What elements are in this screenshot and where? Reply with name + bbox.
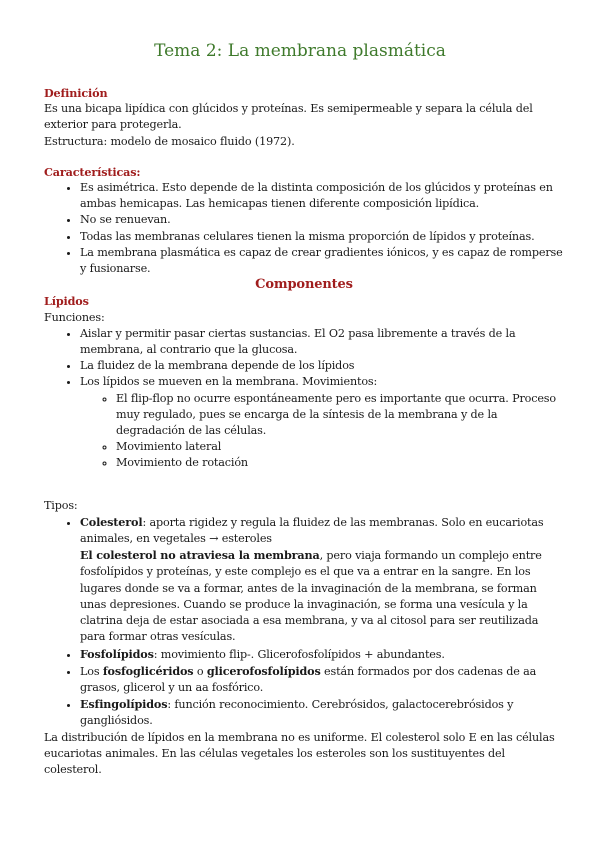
list-item: • Aislar y permitir pasar ciertas sustancias. El O2 pasa libremente a través de la membrana, al contrario que la glucosa. <box>80 326 564 358</box>
fosfogliceridos-mid: o <box>193 664 207 678</box>
definicion-heading: Definición <box>44 86 108 100</box>
movimientos-intro: Los lípidos se mueven en la membrana. Movimientos: <box>80 375 378 389</box>
list-item: • La fluidez de la membrana depende de los lípidos <box>80 358 564 374</box>
fosfogliceridos-term: fosfoglicéridos <box>102 663 194 678</box>
list-item: ◦ El flip-flop no ocurre espontáneamente pero es importante que ocurra. Proceso muy regulado, pues se encarga de la síntesis de la membrana y de la degradación de las células. <box>116 391 564 440</box>
colesterol-term: Colesterol <box>80 514 143 529</box>
esfingolipidos-term: Esfingolípidos <box>80 697 168 712</box>
estructura-text: Estructura: modelo de mosaico fluido (1972). <box>44 134 295 148</box>
funciones-list <box>44 326 564 472</box>
list-item <box>80 374 564 471</box>
movimientos-list <box>80 391 564 472</box>
componentes-heading: Componentes <box>255 277 353 293</box>
list-item: ◦ Movimiento de rotación <box>116 455 564 471</box>
fosfolipidos-term: Fosfolípidos <box>80 646 154 661</box>
list-item <box>80 663 564 696</box>
distribucion-text: La distribución de lípidos en la membrana no es uniforme. El colesterol solo E en las células eucariotas animales. En las células vegetales los esteroles son los sustituyentes del colesterol. <box>44 730 555 776</box>
fosfolipidos-text: : movimiento flip-. Glicerofosfolípidos + abundantes. <box>153 647 445 661</box>
tipos-label: Tipos: <box>44 498 78 512</box>
list-item: • No se renuevan. <box>80 212 564 228</box>
lipidos-heading: Lípidos <box>44 294 89 309</box>
glicerofosfolipidos-term: glicerofosfolípidos <box>206 663 321 678</box>
fosfogliceridos-pre: Los <box>80 664 103 678</box>
funciones-label: Funciones: <box>44 310 105 324</box>
esfingolipidos-text: : función reconocimiento. Cerebrósidos, galactocerebrósidos y gangliósidos. <box>80 698 514 728</box>
list-item <box>80 646 564 663</box>
caracteristicas-list <box>44 180 564 277</box>
colesterol-text: : aporta rigidez y regula la fluidez de las membranas. Solo en eucariotas animales, en vegetales → esteroles <box>80 515 544 546</box>
fosfogliceridos-text: están formados por dos cadenas de aa grasos, glicerol y un aa fosfórico. <box>80 664 537 694</box>
colesterol-text-2: , pero viaja formando un complejo entre fosfolípidos y proteínas, y este complejo es el que va a entrar en la sangre. En los lugares donde se va a formar, antes de la invaginación de la membrana, se forman unas depresiones. Cuando se produce la invaginación, se forma una vesícula y la clatrina deja de estar asociada a esa membrana, y va al citosol para ser reutilizada para formar otras vesículas. <box>80 549 542 644</box>
list-item <box>80 514 564 646</box>
list-item: ◦ Movimiento lateral <box>116 439 564 455</box>
list-item <box>80 696 564 729</box>
colesterol-bold-statement: El colesterol no atraviesa la membrana <box>80 548 320 563</box>
caracteristicas-heading: Características: <box>44 164 141 179</box>
definicion-text: Es una bicapa lipídica con glúcidos y proteínas. Es semipermeable y separa la célula del exterior para protegerla. <box>44 102 533 132</box>
page-title: Tema 2: La membrana plasmática <box>154 41 446 61</box>
document-body <box>44 85 564 778</box>
list-item: • La membrana plasmática es capaz de crear gradientes iónicos, y es capaz de romperse y fusionarse. <box>80 245 564 277</box>
list-item: • Todas las membranas celulares tienen la misma proporción de lípidos y proteínas. <box>80 229 564 245</box>
list-item: • Es asimétrica. Esto depende de la distinta composición de los glúcidos y proteínas en ambas hemicapas. Las hemicapas tienen diferente composición lipídica. <box>80 180 564 212</box>
tipos-list <box>44 514 564 730</box>
